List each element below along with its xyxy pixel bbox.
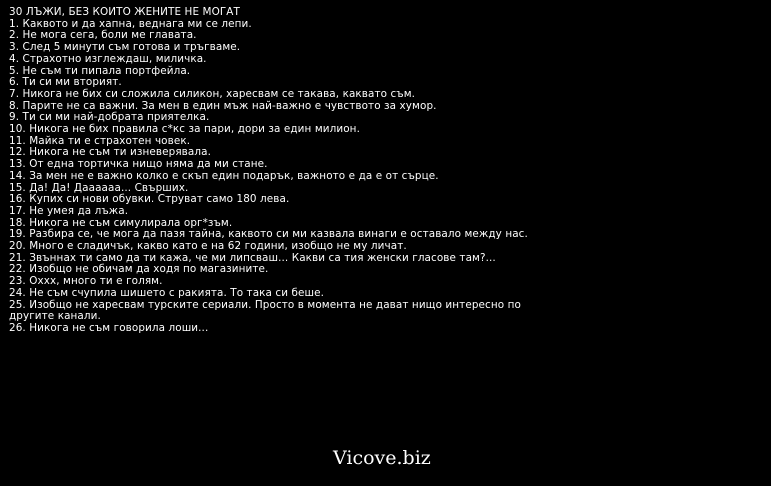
list-item: 7. Никога не бих си сложила силикон, харесвам се такава, каквато съм.: [9, 87, 416, 100]
list-item: 25. Изобщо не харесвам турските сериали. Просто в момента не дават нищо интересно по другите канали.: [9, 298, 521, 323]
list-item: 2. Не мога сега, боли ме главата.: [9, 29, 197, 42]
list-item: 22. Изобщо не обичам да ходя по магазините.: [9, 263, 269, 276]
list-item: 12. Никога не съм ти изневерявала.: [9, 146, 211, 159]
list-item: 20. Много е сладичък, какво като е на 62 години, изобщо не му личат.: [9, 240, 407, 253]
list-item: 8. Парите не са важни. За мен в един мъж най-важно е чувството за хумор.: [9, 99, 437, 112]
list-item: 19. Разбира се, че мога да пазя тайна, каквото си ми казвала винаги е оставало между нас.: [9, 228, 528, 241]
list-item: 13. От една тортичка нищо няма да ми стане.: [9, 158, 268, 171]
page-title: 30 ЛЪЖИ, БЕЗ КОИТО ЖЕНИТЕ НЕ МОГАТ: [9, 6, 240, 18]
lies-list: [9, 19, 764, 335]
text-content: [9, 7, 764, 335]
list-item: 26. Никога не съм говорила лоши...: [9, 321, 209, 334]
list-item: 21. Звъннах ти само да ти кажа, че ми липсваш... Какви са тия женски гласове там?...: [9, 251, 496, 264]
list-item: 17. Не умея да лъжа.: [9, 204, 129, 217]
list-item: 6. Ти си ми вторият.: [9, 76, 122, 89]
list-item: 1. Каквото и да хапна, веднага ми се лепи.: [9, 17, 252, 30]
list-item: 15. Да! Да! Даааааа... Свърших.: [9, 181, 189, 194]
list-item: 3. След 5 минути съм готова и тръгваме.: [9, 41, 241, 54]
list-item: 9. Ти си ми най-добрата приятелка.: [9, 111, 210, 124]
list-item: 11. Майка ти е страхотен човек.: [9, 134, 191, 147]
list-item: 5. Не съм ти пипала портфейла.: [9, 64, 191, 77]
watermark: Vicove.biz: [333, 447, 431, 469]
list-item: 14. За мен не е важно колко е скъп един подарък, важното е да е от сърце.: [9, 169, 439, 182]
list-item: 18. Никога не съм симулирала орг*зъм.: [9, 216, 233, 229]
list-item: 10. Никога не бих правила с*кс за пари, дори за един милион.: [9, 123, 360, 136]
list-item: 4. Страхотно изглеждаш, миличка.: [9, 52, 207, 65]
list-item: 16. Купих си нови обувки. Струват само 180 лева.: [9, 193, 290, 206]
list-item: 23. Оххх, много ти е голям.: [9, 275, 163, 288]
list-item: 24. Не съм счупила шишето с ракията. То така си беше.: [9, 286, 324, 299]
